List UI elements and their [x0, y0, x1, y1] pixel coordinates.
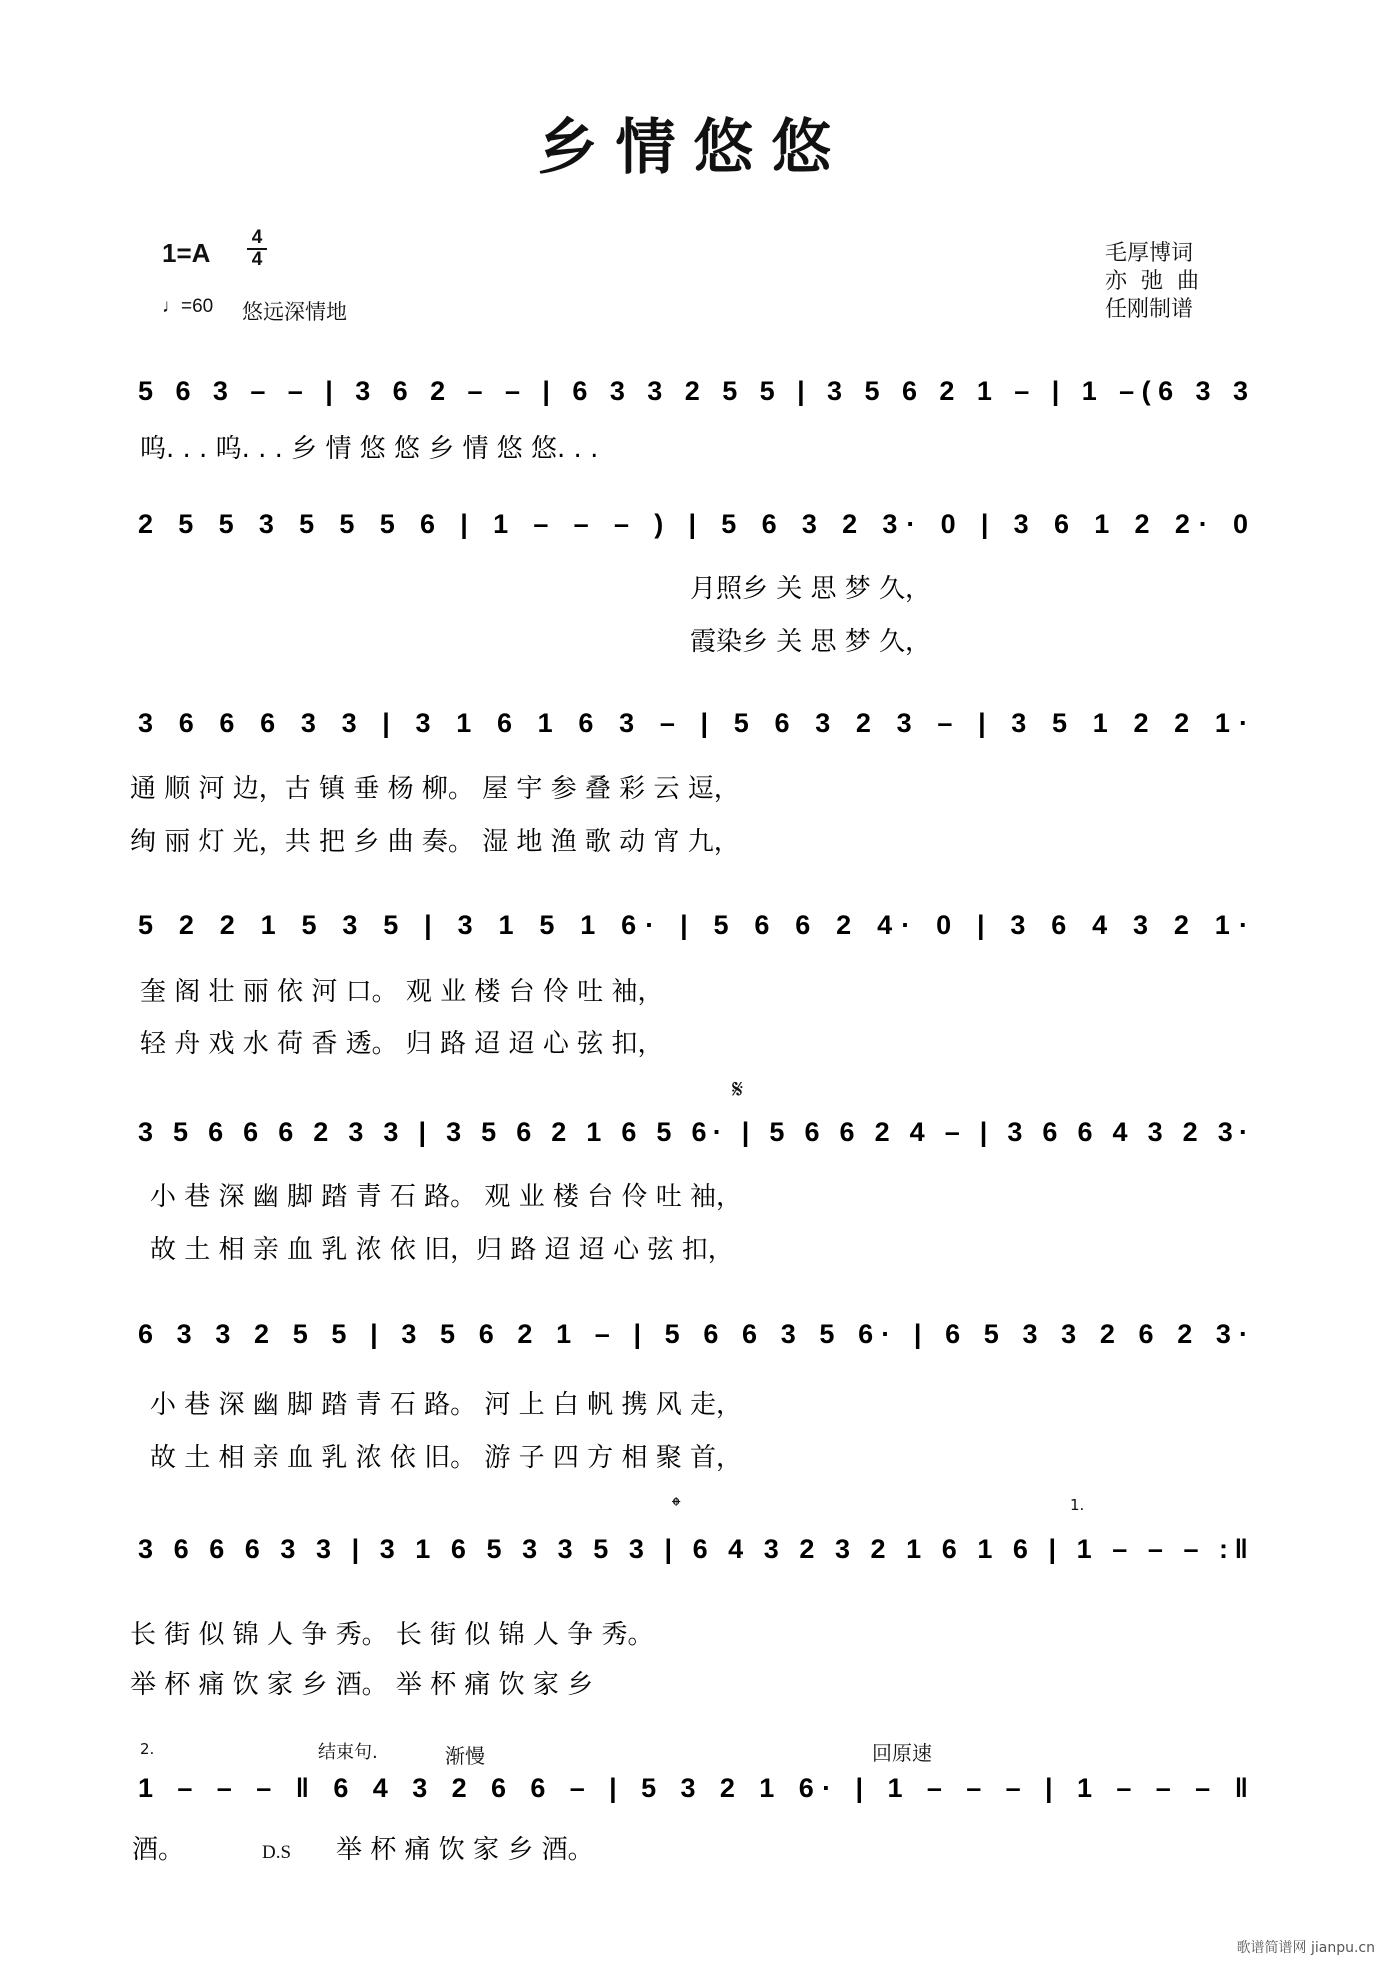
- lyric-line: 小 巷 深 幽 脚 踏 青 石 路。 河 上 白 帆 携 风 走，: [150, 1390, 742, 1420]
- arranger-credit: 任刚制谱: [1105, 297, 1194, 322]
- notation-line: 5 6 3 – – | 3 6 2 – – | 6 3 3 2 5 5 | 3 5 6 2 1 – | 1 –(6 3 3: [138, 376, 1248, 406]
- expression-marking: 悠远深情地: [242, 300, 347, 324]
- lyric-line: 月照乡 关 思 梦 久，: [690, 574, 932, 604]
- notation-line: 5 2 2 1 5 3 5 | 3 1 5 1 6· | 5 6 6 2 4· 0 | 3 6 4 3 2 1·: [138, 910, 1248, 940]
- lyric-line: 奎 阁 壮 丽 依 河 口。 观 业 楼 台 伶 吐 袖，: [140, 977, 664, 1007]
- lyric-line: 绚 丽 灯 光，共 把 乡 曲 奏。 湿 地 渔 歌 动 宵 九，: [130, 827, 740, 857]
- lyric-line: 举 杯 痛 饮 家 乡 酒。 举 杯 痛 饮 家 乡: [130, 1670, 594, 1700]
- notation-line: 3 6 6 6 3 3 | 3 1 6 5 3 3 5 3 | 6 4 3 2 3 2 1 6 1 6 | 1 – – – :‖: [138, 1534, 1248, 1564]
- coda-phrase-label: 结束句.: [318, 1742, 378, 1763]
- lyric-line: 轻 舟 戏 水 荷 香 透。 归 路 迢 迢 心 弦 扣，: [140, 1029, 664, 1059]
- tempo-marking: ♩=60: [162, 296, 214, 317]
- notation-line: 6 3 3 2 5 5 | 3 5 6 2 1 – | 5 6 6 3 5 6· | 6 5 3 3 2 6 2 3·: [138, 1319, 1248, 1349]
- first-ending-label: 1.: [1070, 1496, 1085, 1514]
- lyric-line: 举 杯 痛 饮 家 乡 酒。: [336, 1835, 594, 1865]
- lyric-line: 故 土 相 亲 血 乳 浓 依 旧。 游 子 四 方 相 聚 首，: [150, 1443, 742, 1473]
- song-title: 乡情悠悠: [537, 113, 850, 183]
- notation-line: 3 5 6 6 6 2 3 3 | 3 5 6 2 1 6 5 6· | 5 6 6 2 4 – | 3 6 6 4 3 2 3·: [138, 1117, 1248, 1147]
- ritardando-label: 渐慢: [445, 1744, 485, 1768]
- composer-credit: 亦 弛 曲: [1105, 269, 1199, 294]
- ds-label: D.S: [262, 1842, 292, 1863]
- lyric-line: 长 街 似 锦 人 争 秀。 长 街 似 锦 人 争 秀。: [130, 1620, 654, 1650]
- notation-line: 2 5 5 3 5 5 5 6 | 1 – – – ) | 5 6 3 2 3· 0 | 3 6 1 2 2· 0: [138, 509, 1249, 539]
- lyric-line: 呜. . . 呜. . . 乡 情 悠 悠 乡 情 悠 悠. . .: [140, 434, 599, 464]
- segno-icon: 𝄋: [732, 1075, 744, 1105]
- watermark: 歌谱简谱网 jianpu.cn: [1236, 1940, 1375, 1956]
- key-signature: 1=A: [162, 238, 211, 268]
- time-signature-top: 4: [251, 227, 263, 248]
- notation-line: 1 – – – ‖ 6 4 3 2 6 6 – | 5 3 2 1 6· | 1 – – – | 1 – – – ‖: [138, 1773, 1249, 1803]
- lyric-line: 霞染乡 关 思 梦 久，: [690, 627, 932, 657]
- coda-icon: 𝄌: [672, 1492, 681, 1520]
- lyric-line: 故 土 相 亲 血 乳 浓 依 旧，归 路 迢 迢 心 弦 扣，: [150, 1235, 734, 1265]
- lyric-line: 小 巷 深 幽 脚 踏 青 石 路。 观 业 楼 台 伶 吐 袖，: [150, 1182, 742, 1212]
- second-ending-label: 2.: [140, 1740, 155, 1758]
- time-signature-bottom: 4: [251, 249, 263, 270]
- lyric-line: 酒。: [132, 1835, 185, 1865]
- notation-line: 3 6 6 6 3 3 | 3 1 6 1 6 3 – | 5 6 3 2 3 – | 3 5 1 2 2 1·: [138, 708, 1248, 738]
- a-tempo-label: 回原速: [872, 1741, 932, 1765]
- lyricist-credit: 毛厚博词: [1105, 241, 1194, 266]
- lyric-line: 通 顺 河 边，古 镇 垂 杨 柳。 屋 宇 参 叠 彩 云 逗，: [130, 774, 740, 804]
